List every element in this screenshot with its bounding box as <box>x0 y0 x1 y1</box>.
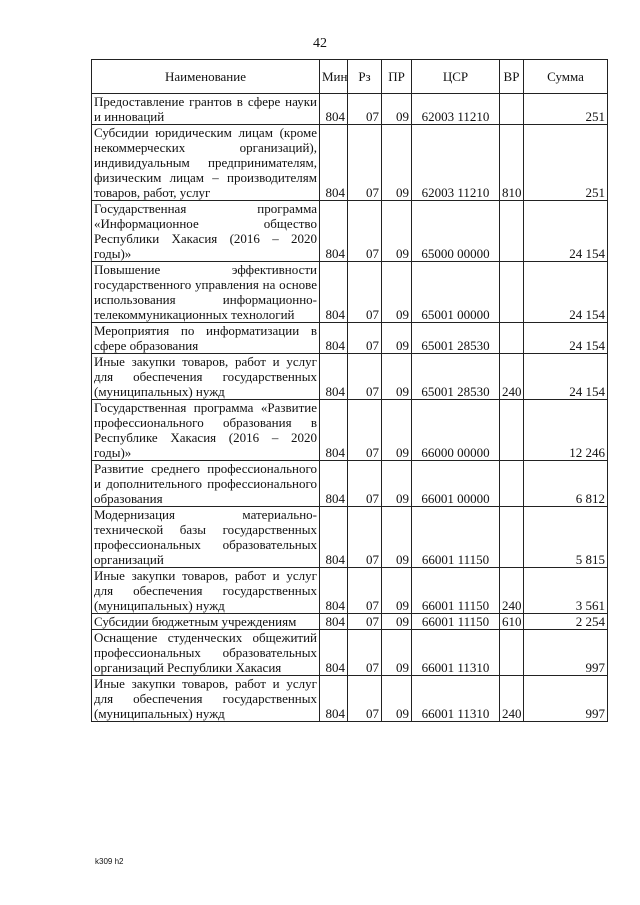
cell-min: 804 <box>320 614 348 630</box>
cell-rz: 07 <box>348 94 382 125</box>
cell-name: Иные закупки товаров, работ и услуг для обеспечения государственных (муниципальных) нужд <box>92 568 320 614</box>
cell-name: Повышение эффективности государственного управления на основе использования информационно-телекоммуникационных технологий <box>92 262 320 323</box>
table-row <box>92 262 608 323</box>
cell-min: 804 <box>320 676 348 722</box>
cell-min: 804 <box>320 400 348 461</box>
cell-csr: 62003 11210 <box>412 94 500 125</box>
cell-pr: 09 <box>382 354 412 400</box>
cell-vr: 240 <box>500 354 524 400</box>
table-row <box>92 461 608 507</box>
cell-sum: 24 154 <box>524 323 608 354</box>
cell-rz: 07 <box>348 614 382 630</box>
cell-sum: 2 254 <box>524 614 608 630</box>
cell-name: Оснащение студенческих общежитий профессиональных образовательных организаций Республики Хакасия <box>92 630 320 676</box>
cell-name: Предоставление грантов в сфере науки и инноваций <box>92 94 320 125</box>
cell-csr: 65001 28530 <box>412 354 500 400</box>
header-rz: Рз <box>348 60 382 94</box>
table-body <box>92 94 608 722</box>
table-row <box>92 323 608 354</box>
cell-vr: 240 <box>500 568 524 614</box>
cell-vr: 610 <box>500 614 524 630</box>
cell-rz: 07 <box>348 262 382 323</box>
table-row <box>92 614 608 630</box>
cell-vr <box>500 461 524 507</box>
cell-vr <box>500 262 524 323</box>
cell-rz: 07 <box>348 568 382 614</box>
cell-sum: 12 246 <box>524 400 608 461</box>
cell-name: Иные закупки товаров, работ и услуг для обеспечения государственных (муниципальных) нужд <box>92 354 320 400</box>
cell-vr: 810 <box>500 125 524 201</box>
cell-pr: 09 <box>382 614 412 630</box>
cell-min: 804 <box>320 94 348 125</box>
cell-rz: 07 <box>348 676 382 722</box>
cell-name: Государственная программа «Развитие профессионального образования в Республике Хакасия (2016 – 2020 годы)» <box>92 400 320 461</box>
cell-vr <box>500 507 524 568</box>
table-row <box>92 94 608 125</box>
cell-sum: 997 <box>524 676 608 722</box>
cell-csr: 65001 00000 <box>412 262 500 323</box>
table-row <box>92 201 608 262</box>
cell-min: 804 <box>320 630 348 676</box>
cell-csr: 65001 28530 <box>412 323 500 354</box>
cell-rz: 07 <box>348 630 382 676</box>
table-header-row <box>92 60 608 94</box>
cell-name: Иные закупки товаров, работ и услуг для обеспечения государственных (муниципальных) нужд <box>92 676 320 722</box>
cell-min: 804 <box>320 568 348 614</box>
cell-rz: 07 <box>348 507 382 568</box>
cell-sum: 24 154 <box>524 201 608 262</box>
header-csr: ЦСР <box>412 60 500 94</box>
cell-csr: 66001 11150 <box>412 507 500 568</box>
cell-csr: 66001 00000 <box>412 461 500 507</box>
cell-rz: 07 <box>348 461 382 507</box>
header-sum: Сумма <box>524 60 608 94</box>
cell-rz: 07 <box>348 400 382 461</box>
header-vr: ВР <box>500 60 524 94</box>
cell-sum: 6 812 <box>524 461 608 507</box>
table-row <box>92 125 608 201</box>
table-row <box>92 630 608 676</box>
table-row <box>92 400 608 461</box>
cell-pr: 09 <box>382 507 412 568</box>
cell-pr: 09 <box>382 461 412 507</box>
cell-sum: 5 815 <box>524 507 608 568</box>
table-row <box>92 568 608 614</box>
cell-csr: 66001 11310 <box>412 676 500 722</box>
cell-pr: 09 <box>382 94 412 125</box>
cell-min: 804 <box>320 323 348 354</box>
cell-csr: 65000 00000 <box>412 201 500 262</box>
budget-table <box>91 59 608 722</box>
footer-code: k309 h2 <box>95 857 124 866</box>
cell-csr: 66001 11150 <box>412 614 500 630</box>
cell-sum: 24 154 <box>524 354 608 400</box>
cell-vr <box>500 201 524 262</box>
cell-sum: 251 <box>524 94 608 125</box>
table-row <box>92 354 608 400</box>
table-row <box>92 507 608 568</box>
cell-sum: 24 154 <box>524 262 608 323</box>
cell-vr <box>500 94 524 125</box>
cell-sum: 3 561 <box>524 568 608 614</box>
cell-min: 804 <box>320 354 348 400</box>
cell-min: 804 <box>320 201 348 262</box>
cell-rz: 07 <box>348 201 382 262</box>
cell-min: 804 <box>320 507 348 568</box>
cell-csr: 62003 11210 <box>412 125 500 201</box>
cell-name: Субсидии юридическим лицам (кроме некоммерческих организаций), индивидуальным предпринимателям, физическим лицам – производителям товаров, работ, услуг <box>92 125 320 201</box>
cell-rz: 07 <box>348 323 382 354</box>
cell-min: 804 <box>320 262 348 323</box>
cell-pr: 09 <box>382 400 412 461</box>
cell-sum: 251 <box>524 125 608 201</box>
cell-vr <box>500 400 524 461</box>
cell-pr: 09 <box>382 676 412 722</box>
cell-pr: 09 <box>382 323 412 354</box>
cell-pr: 09 <box>382 262 412 323</box>
cell-pr: 09 <box>382 125 412 201</box>
page-number: 42 <box>313 36 327 51</box>
header-name: Наименование <box>92 60 320 94</box>
cell-pr: 09 <box>382 201 412 262</box>
header-min: Мин <box>320 60 348 94</box>
cell-name: Развитие среднего профессионального и дополнительного профессионального образования <box>92 461 320 507</box>
cell-csr: 66001 11310 <box>412 630 500 676</box>
header-pr: ПР <box>382 60 412 94</box>
cell-pr: 09 <box>382 568 412 614</box>
cell-name: Субсидии бюджетным учреждениям <box>92 614 320 630</box>
cell-name: Модернизация материально-технической базы государственных профессиональных образовательных организаций <box>92 507 320 568</box>
cell-vr: 240 <box>500 676 524 722</box>
cell-rz: 07 <box>348 354 382 400</box>
cell-name: Государственная программа «Информационное общество Республики Хакасия (2016 – 2020 годы)» <box>92 201 320 262</box>
cell-csr: 66001 11150 <box>412 568 500 614</box>
cell-name: Мероприятия по информатизации в сфере образования <box>92 323 320 354</box>
cell-min: 804 <box>320 125 348 201</box>
cell-csr: 66000 00000 <box>412 400 500 461</box>
cell-sum: 997 <box>524 630 608 676</box>
cell-rz: 07 <box>348 125 382 201</box>
table-row <box>92 676 608 722</box>
cell-min: 804 <box>320 461 348 507</box>
cell-pr: 09 <box>382 630 412 676</box>
cell-vr <box>500 630 524 676</box>
cell-vr <box>500 323 524 354</box>
